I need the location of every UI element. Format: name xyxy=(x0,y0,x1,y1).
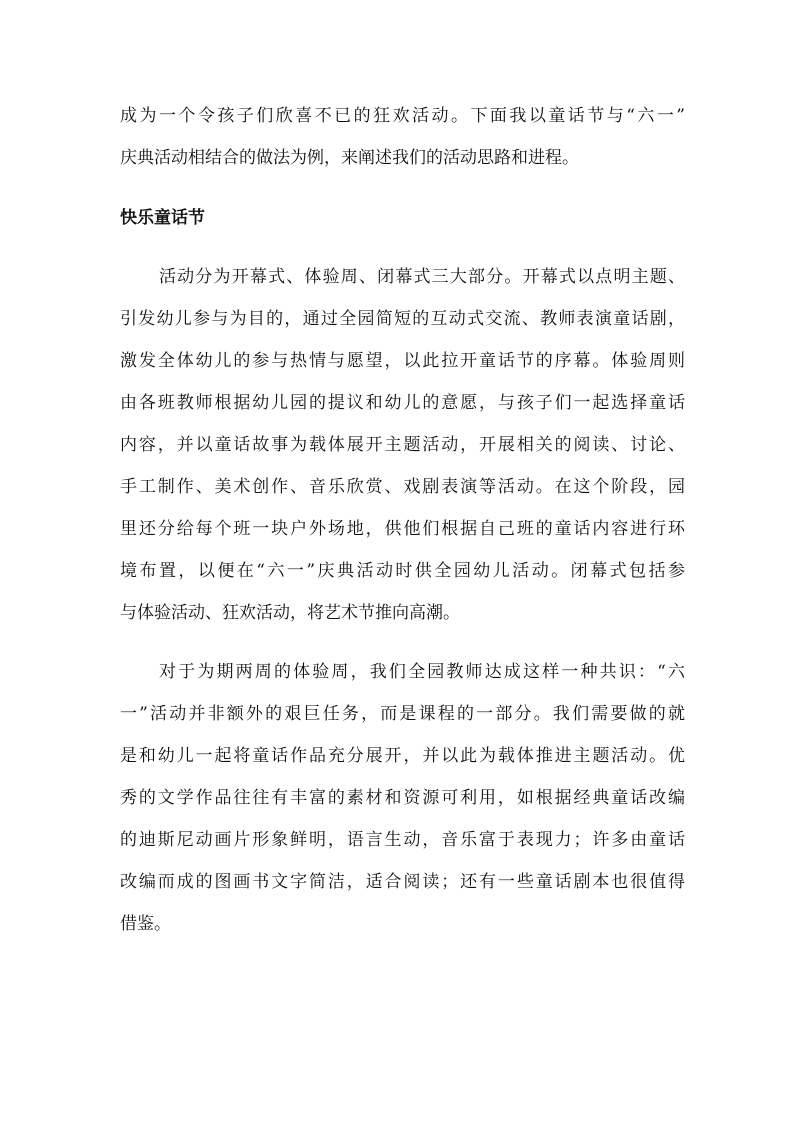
paragraph1-line-6: 手工制作、美术创作、音乐欣赏、戏剧表演等活动。在这个阶段，园 xyxy=(120,477,685,497)
paragraph1-line-5: 内容，并以童话故事为载体展开主题活动，开展相关的阅读、讨论、 xyxy=(120,435,685,455)
paragraph1-line-3: 激发全体幼儿的参与热情与愿望，以此拉开童话节的序幕。体验周则 xyxy=(120,351,685,371)
intro-line-1: 成为一个令孩子们欣喜不已的狂欢活动。下面我以童话节与“六一” xyxy=(120,106,685,126)
paragraph1-line-7: 里还分给每个班一块户外场地，供他们根据自己班的童话内容进行环 xyxy=(120,519,685,539)
paragraph1-line-2: 引发幼儿参与为目的，通过全园简短的互动式交流、教师表演童话剧， xyxy=(120,309,685,329)
paragraph2-line-3: 是和幼儿一起将童话作品充分展开，并以此为载体推进主题活动。优 xyxy=(120,746,685,766)
paragraph1-line-4: 由各班教师根据幼儿园的提议和幼儿的意愿，与孩子们一起选择童话 xyxy=(120,393,685,413)
section-heading: 快乐童话节 xyxy=(120,208,205,228)
paragraph1-line-1: 活动分为开幕式、体验周、闭幕式三大部分。开幕式以点明主题、 xyxy=(159,267,685,287)
paragraph2-line-2: 一”活动并非额外的艰巨任务，而是课程的一部分。我们需要做的就 xyxy=(120,704,685,724)
paragraph2-line-5: 的迪斯尼动画片形象鲜明，语言生动，音乐富于表现力；许多由童话 xyxy=(120,830,685,850)
paragraph2-line-4: 秀的文学作品往往有丰富的素材和资源可利用，如根据经典童话改编 xyxy=(120,788,685,808)
paragraph1-line-8: 境布置，以便在“六一”庆典活动时供全园幼儿活动。闭幕式包括参 xyxy=(120,561,685,581)
paragraph2-line-1: 对于为期两周的体验周，我们全园教师达成这样一种共识：“六 xyxy=(159,662,685,682)
paragraph1-line-9: 与体验活动、狂欢活动，将艺术节推向高潮。 xyxy=(120,603,460,623)
paragraph2-line-7: 借鉴。 xyxy=(120,914,171,934)
paragraph2-line-6: 改编而成的图画书文字简洁，适合阅读；还有一些童话剧本也很值得 xyxy=(120,872,685,892)
intro-line-2: 庆典活动相结合的做法为例，来阐述我们的活动思路和进程。 xyxy=(120,148,579,168)
